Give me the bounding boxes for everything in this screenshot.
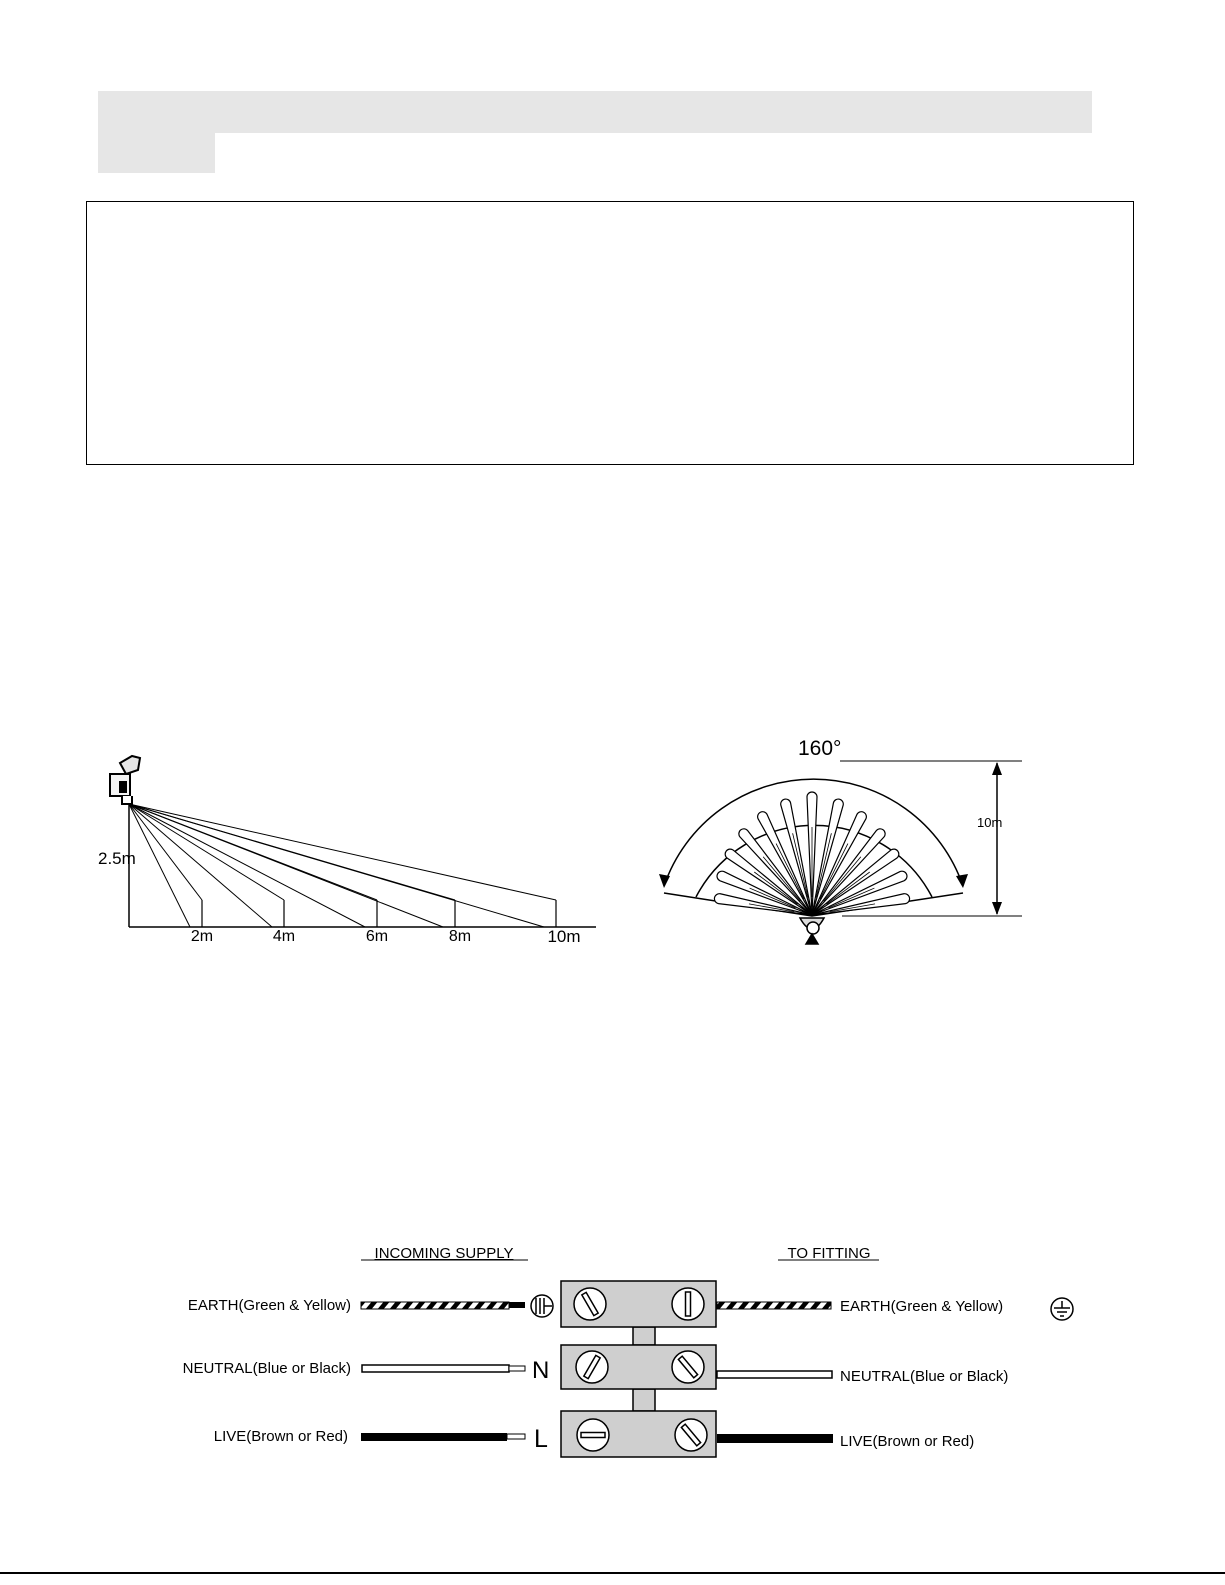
live-mark: L <box>534 1425 548 1453</box>
distance-label-8m: 8m <box>448 928 472 945</box>
incoming-live-wire <box>361 1433 507 1441</box>
incoming-live-core <box>507 1434 525 1439</box>
incoming-earth-core <box>509 1302 525 1308</box>
dim-arrow-top <box>992 762 1002 775</box>
detection-beams <box>129 804 556 927</box>
earth-in-screw-icon <box>574 1288 606 1320</box>
distance-label-4m: 4m <box>272 928 296 945</box>
incoming-earth-wire <box>361 1302 509 1309</box>
distance-label-2m: 2m <box>190 928 214 945</box>
fitting-earth-label: EARTH(Green & Yellow) <box>840 1298 1004 1315</box>
beam-lower <box>129 804 544 927</box>
arc-arrow-right <box>956 874 968 888</box>
wiring-diagram <box>183 1245 1073 1457</box>
radius-label: 10m <box>977 815 1003 830</box>
height-label: 2.5m <box>98 849 136 868</box>
incoming-supply-title: INCOMING SUPPLY <box>374 1245 514 1262</box>
ground-symbol-icon <box>1051 1298 1073 1320</box>
lamp-fixture-icon <box>110 756 140 804</box>
beam-lower <box>129 804 272 927</box>
detection-zones <box>714 792 909 915</box>
earth-out-screw-icon <box>672 1288 704 1320</box>
dim-arrow-bottom <box>992 902 1002 915</box>
range-diagram <box>98 756 596 946</box>
beam-upper <box>129 804 556 900</box>
arc-arrow-left <box>659 874 670 888</box>
incoming-earth-label: EARTH(Green & Yellow) <box>187 1297 351 1314</box>
fitting-neutral-label: NEUTRAL(Blue or Black) <box>840 1368 1009 1385</box>
neutral-mark: N <box>532 1357 550 1384</box>
to-fitting-title: TO FITTING <box>787 1245 871 1262</box>
incoming-neutral-wire <box>362 1365 509 1372</box>
beam-lower <box>129 804 365 927</box>
incoming-live-label: LIVE(Brown or Red) <box>213 1428 348 1445</box>
angle-diagram <box>659 737 1022 944</box>
live-out-screw-icon <box>675 1419 707 1451</box>
fitting-neutral-wire <box>717 1371 832 1378</box>
fitting-earth-wire <box>717 1302 831 1309</box>
fitting-live-label: LIVE(Brown or Red) <box>840 1433 975 1450</box>
angle-label: 160° <box>798 737 842 760</box>
incoming-neutral-label: NEUTRAL(Blue or Black) <box>182 1360 351 1377</box>
distance-label-10m: 10m <box>547 927 581 946</box>
incoming-neutral-core <box>509 1366 525 1371</box>
neutral-out-screw-icon <box>672 1351 704 1383</box>
neutral-in-screw-icon <box>576 1351 608 1383</box>
distance-label-6m: 6m <box>365 928 389 945</box>
earth-symbol-icon <box>531 1295 553 1317</box>
page-bottom-rule <box>0 1572 1225 1574</box>
fitting-live-wire <box>717 1434 833 1443</box>
live-in-screw-icon <box>577 1419 609 1451</box>
sensor-head-icon <box>800 918 824 944</box>
